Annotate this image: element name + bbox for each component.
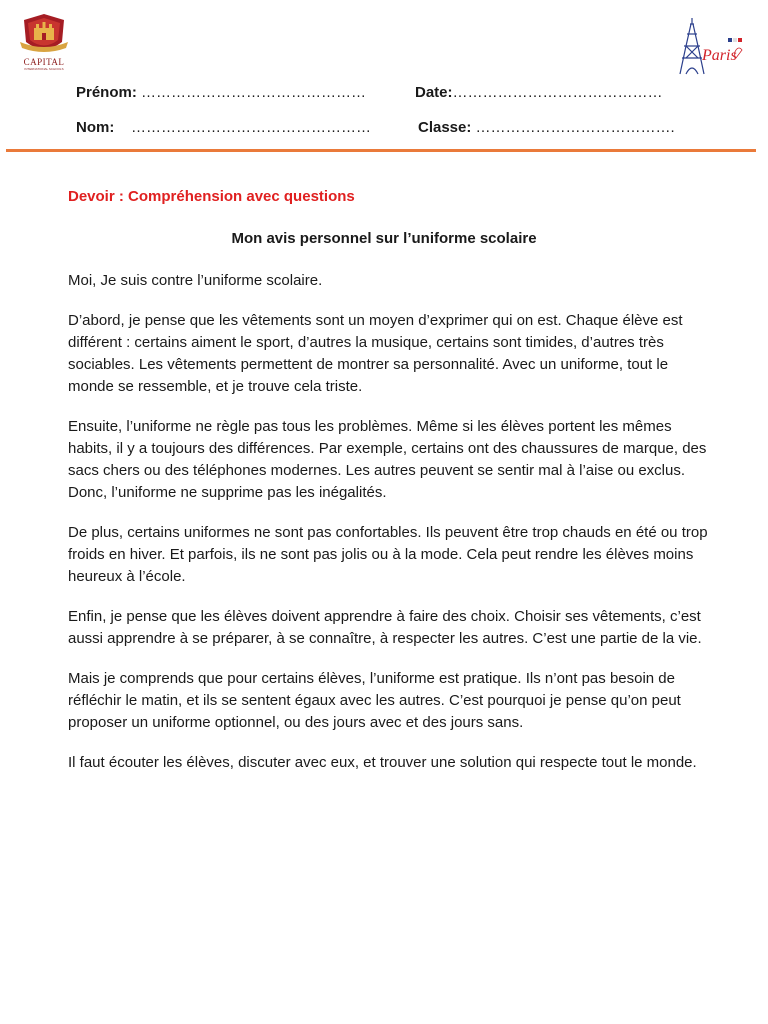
essay-paragraph: Mais je comprends que pour certains élèves, l’uniforme est pratique. Ils n’ont pas besoin de réfléchir le matin, et ils se sentent égaux avec les autres. C’est pourquoi je pense qu’on peut proposer un uniforme optionnel, ou des jours avec et des jours sans. [68,670,681,731]
essay-title: Mon avis personnel sur l’uniforme scolaire [231,230,537,247]
paris-logo [674,16,746,80]
essay-paragraph: Ensuite, l’uniforme ne règle pas tous les problèmes. Même si les élèves portent les mêmes habits, il y a toujours des différences. Par exemple, certains ont des chaussures de marque, des sacs chers ou des téléphones modernes. Les autres peuvent se sentir mal à l’aise ou exclus. Donc, l’uniforme ne supprime pas les inégalités. [68,418,707,501]
prenom-dots: ……………………………………… [141,84,367,101]
essay-paragraph: D’abord, je pense que les vêtements sont un moyen d’exprimer qui on est. Chaque élève est différent : certains aiment le sport, d’autres la musique, certains sont timides, d’autres très sociables. Les vêtements permettent de montrer sa personnalité. Avec un uniforme, tout le monde se ressemble, et je trouve cela triste. [68,312,683,395]
school-logo [18,12,70,74]
essay-paragraph: Enfin, je pense que les élèves doivent apprendre à faire des choix. Choisir ses vêtements, c’est aussi apprendre à se préparer, à se connaître, à respecter les autres. C’est une partie de la vie. [68,608,702,647]
essay-paragraph: Il faut écouter les élèves, discuter avec eux, et trouver une solution qui respecte tout le monde. [68,754,697,771]
school-name: CAPITAL [23,57,65,67]
classe-dots: …………………………………. [475,119,675,136]
prenom-field[interactable] [76,84,366,101]
essay-paragraph: De plus, certains uniformes ne sont pas confortables. Ils peuvent être trop chauds en été ou trop froids en hiver. Et parfois, ils ne sont pas jolis ou à la mode. Cela peut rendre les élèves moins heureux à l’école. [68,524,708,585]
assignment-title: Devoir : Compréhension avec questions [68,188,355,205]
school-tagline: INTERNATIONAL SCHOOLS [24,67,64,71]
date-label: Date: [415,84,453,101]
essay-body [68,270,708,792]
eiffel-tower-icon [674,16,746,80]
nom-field[interactable] [76,119,371,136]
paris-word: Paris [702,47,737,64]
nom-dots: ………………………………………… [131,119,371,136]
nom-label: Nom: [76,119,115,136]
date-field[interactable] [415,84,663,101]
school-crest-icon [18,12,70,56]
classe-field[interactable] [418,119,675,136]
date-dots: …………………………………… [452,84,663,101]
essay-paragraph: Moi, Je suis contre l’uniforme scolaire. [68,272,323,289]
header-divider [6,149,756,152]
classe-label: Classe: [418,119,472,136]
prenom-label: Prénom: [76,84,137,101]
